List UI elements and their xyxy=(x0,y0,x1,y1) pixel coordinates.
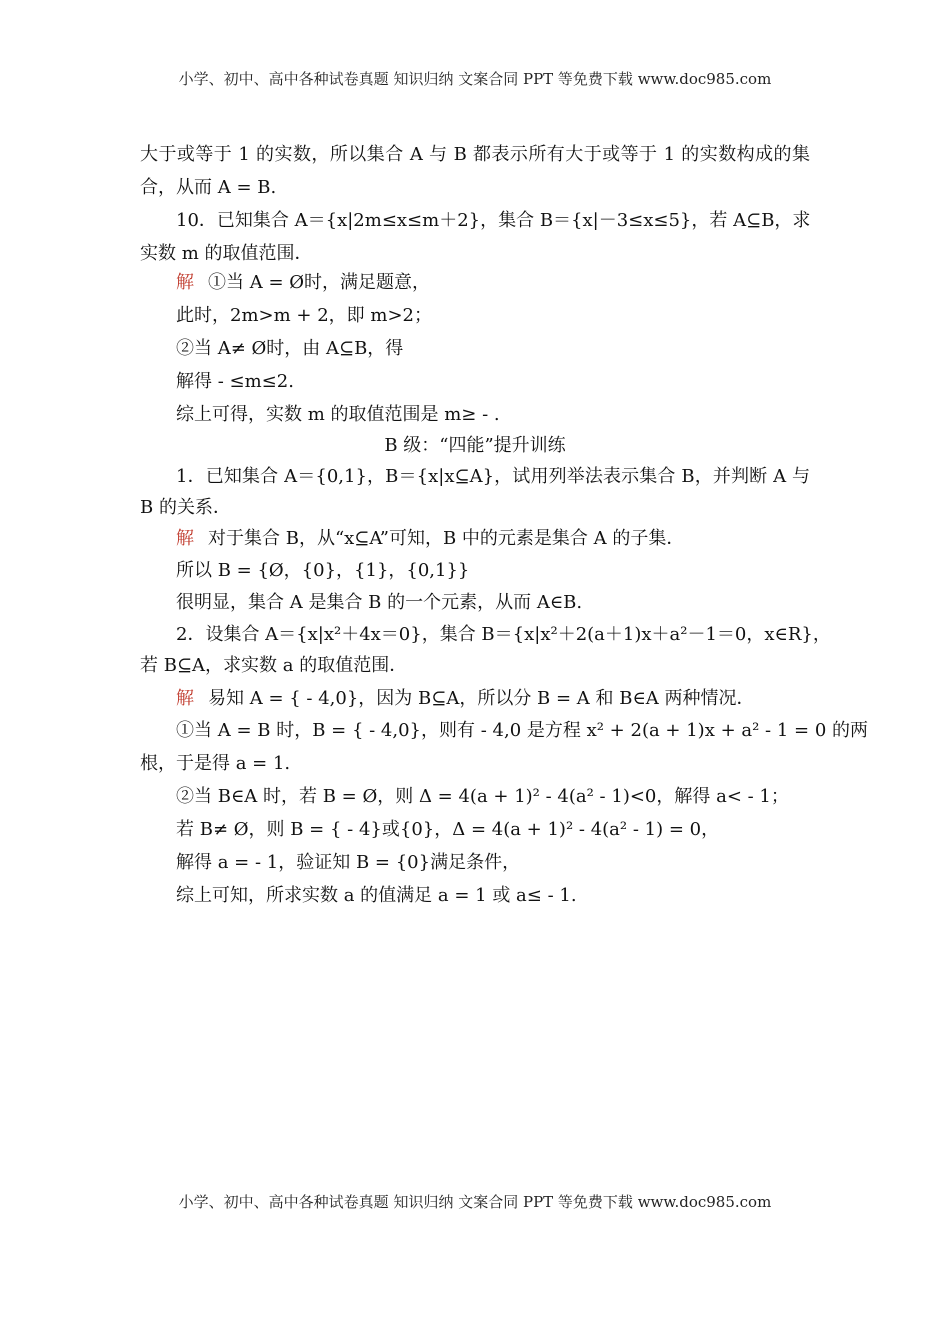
solution-text: 易知 A = { - 4,0}，因为 B⊆A，所以分 B = A 和 B∈A 两种情况． xyxy=(208,688,755,709)
problem-10-line-1: 10．已知集合 A＝{x|2m≤x≤m＋2}，集合 B＝{x|－3≤x≤5}，若 A⊆B，求 xyxy=(176,210,811,231)
text-line-1: 大于或等于 1 的实数，所以集合 A 与 B 都表示所有大于或等于 1 的实数构成的集 xyxy=(140,144,810,165)
solution-b2-line-1 xyxy=(176,686,810,712)
section-title: B 级：“四能”提升训练 xyxy=(384,435,566,456)
solution-10-line-2: 此时，2m>m + 2，即 m>2； xyxy=(176,305,432,326)
text-line-2: 合，从而 A = B. xyxy=(140,177,277,198)
solution-10-line-5: 综上可得，实数 m 的取值范围是 m≥ - . xyxy=(176,404,500,425)
solution-b2-line-7: 综上可知，所求实数 a 的值满足 a = 1 或 a≤ - 1. xyxy=(176,885,577,906)
solution-b2-line-4: ②当 B∈A 时，若 B = Ø，则 Δ = 4(a + 1)² - 4(a² - 1)<0，解得 a< - 1； xyxy=(176,786,789,807)
solution-10-line-1 xyxy=(176,270,810,296)
page-header: 小学、初中、高中各种试卷真题 知识归纳 文案合同 PPT 等免费下载 www.doc985.com xyxy=(178,70,772,88)
solution-keyword: 解 xyxy=(176,528,194,549)
solution-text: 对于集合 B，从“x⊆A”可知，B 中的元素是集合 A 的子集． xyxy=(208,528,685,549)
page-footer: 小学、初中、高中各种试卷真题 知识归纳 文案合同 PPT 等免费下载 www.doc985.com xyxy=(178,1193,772,1211)
problem-b2-line-2: 若 B⊆A，求实数 a 的取值范围． xyxy=(140,655,408,676)
solution-b2-line-5: 若 B≠ Ø，则 B = { - 4}或{0}，Δ = 4(a + 1)² - 4(a² - 1) = 0， xyxy=(176,819,720,840)
problem-10-line-2: 实数 m 的取值范围． xyxy=(140,243,313,264)
solution-10-line-3: ②当 A≠ Ø时，由 A⊆B，得 xyxy=(176,338,404,359)
solution-b1-line-3: 很明显，集合 A 是集合 B 的一个元素，从而 A∈B. xyxy=(176,592,583,613)
solution-b1-line-2: 所以 B = {Ø，{0}，{1}，{0,1}} xyxy=(176,560,470,581)
problem-b1-line-2: B 的关系． xyxy=(140,497,231,518)
solution-keyword: 解 xyxy=(176,272,194,293)
problem-b2-line-1: 2．设集合 A＝{x|x²＋4x＝0}，集合 B＝{x|x²＋2(a＋1)x＋a²－1＝0，x∈R}， xyxy=(176,624,831,645)
solution-text: ①当 A = Ø时，满足题意， xyxy=(208,272,431,293)
solution-keyword: 解 xyxy=(176,688,194,709)
solution-b2-line-2: ①当 A = B 时，B = { - 4,0}，则有 - 4,0 是方程 x² + 2(a + 1)x + a² - 1 = 0 的两 xyxy=(176,720,868,741)
solution-b1-line-1 xyxy=(176,526,810,552)
problem-b1-line-1: 1．已知集合 A＝{0,1}，B＝{x|x⊆A}，试用列举法表示集合 B，并判断 A 与 xyxy=(176,466,810,487)
solution-b2-line-3: 根，于是得 a = 1. xyxy=(140,753,291,774)
solution-10-line-4: 解得 - ≤m≤2. xyxy=(176,371,294,392)
solution-b2-line-6: 解得 a = - 1，验证知 B = {0}满足条件， xyxy=(176,852,521,873)
